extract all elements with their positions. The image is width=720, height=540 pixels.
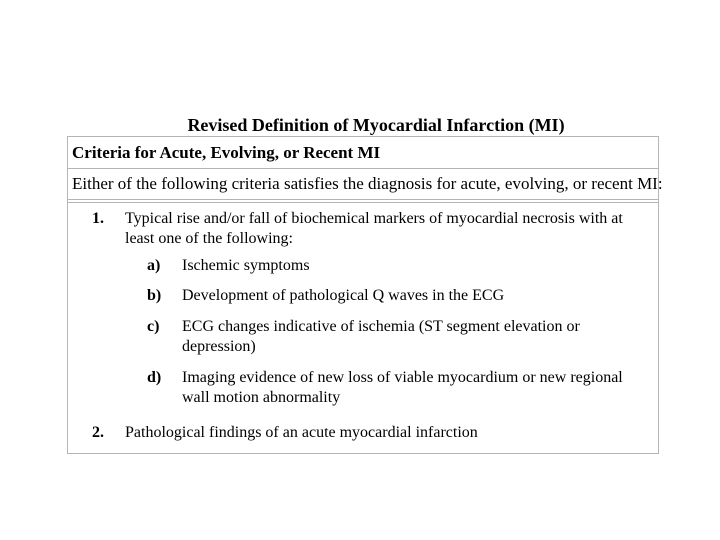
criterion-1b-text: Development of pathological Q waves in the ECG [182, 287, 505, 304]
table-header-row [68, 137, 658, 169]
criterion-1-number: 1. [92, 210, 104, 227]
intro-text: Either of the following criteria satisfies the diagnosis for acute, evolving, or recent MI: [72, 174, 663, 193]
criterion-1a-letter: a) [147, 257, 161, 274]
criterion-1c-letter: c) [147, 318, 160, 335]
criterion-1b-letter: b) [147, 287, 162, 304]
criterion-1d-letter: d) [147, 369, 162, 386]
intro-row [68, 169, 663, 200]
criterion-2-text: Pathological findings of an acute myocardial infarction [125, 424, 478, 441]
criterion-1a-text: Ischemic symptoms [182, 257, 310, 274]
criterion-1c-text: ECG changes indicative of ischemia (ST segment elevation or depression) [182, 318, 580, 355]
criteria-table [67, 136, 663, 454]
divider [68, 200, 658, 203]
table-header: Criteria for Acute, Evolving, or Recent MI [72, 143, 381, 162]
criterion-1d-text: Imaging evidence of new loss of viable myocardium or new regional wall motion abnormality [182, 369, 623, 406]
document-title: Revised Definition of Myocardial Infarction (MI) [187, 115, 565, 135]
criterion-1-text: Typical rise and/or fall of biochemical markers of myocardial necrosis with at least one of the following: [125, 210, 623, 247]
criterion-2-number: 2. [92, 424, 104, 441]
